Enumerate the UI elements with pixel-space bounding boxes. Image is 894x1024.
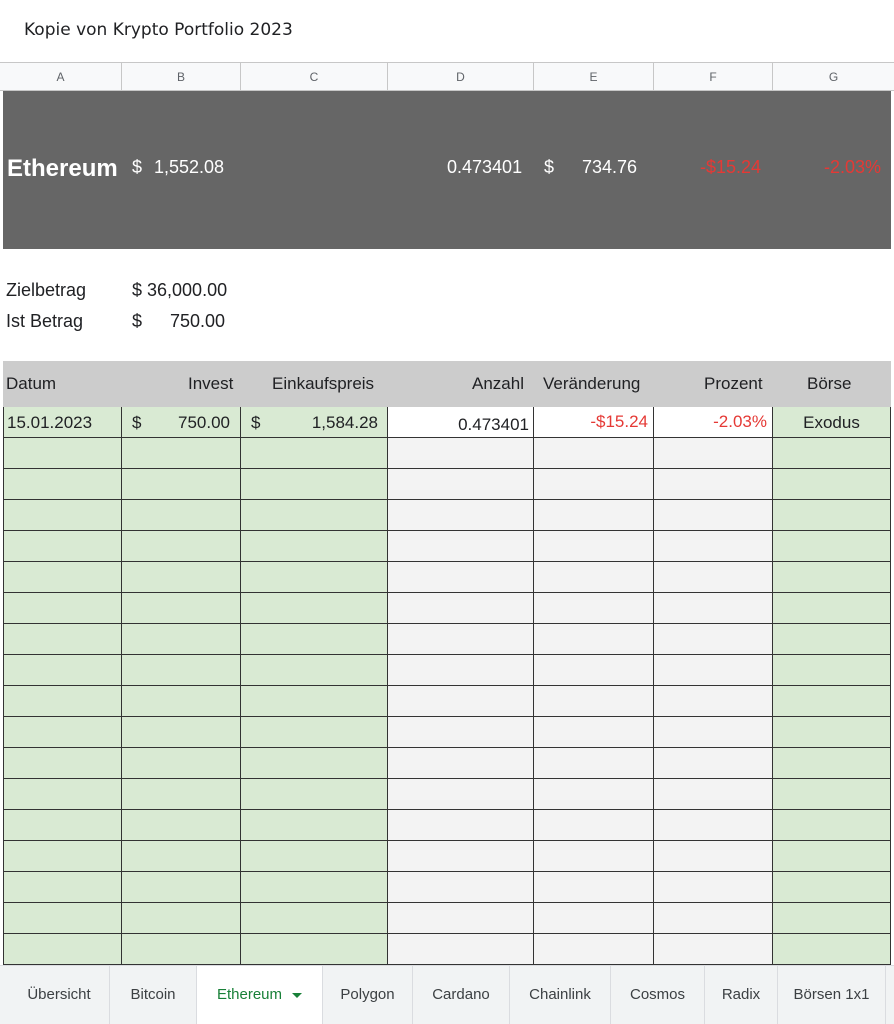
grid-cell[interactable] xyxy=(388,934,534,965)
grid-cell[interactable] xyxy=(388,500,534,531)
grid-cell[interactable] xyxy=(534,655,654,686)
target-label[interactable]: Zielbetrag xyxy=(6,280,87,300)
grid-cell[interactable] xyxy=(654,717,773,748)
table-row xyxy=(3,469,891,500)
grid-cell[interactable] xyxy=(122,562,241,593)
actual-label[interactable]: Ist Betrag xyxy=(6,311,84,331)
total-percent[interactable]: -2.03% xyxy=(824,157,882,177)
table-row xyxy=(3,934,891,965)
grid-cell[interactable] xyxy=(534,500,654,531)
grid-cell[interactable] xyxy=(534,438,654,469)
grid-cell[interactable] xyxy=(122,934,241,965)
grid-cell[interactable] xyxy=(773,500,891,531)
tab-boersen[interactable]: Börsen 1x1 xyxy=(778,966,886,1024)
tab-bitcoin[interactable]: Bitcoin xyxy=(110,966,197,1024)
grid-cell[interactable] xyxy=(773,562,891,593)
grid-cell[interactable] xyxy=(122,810,241,841)
table-row xyxy=(3,872,891,903)
grid-cell[interactable] xyxy=(773,438,891,469)
grid-cell[interactable] xyxy=(3,500,122,531)
grid-cell[interactable] xyxy=(122,500,241,531)
grid-cell[interactable] xyxy=(388,531,534,562)
table-row xyxy=(3,407,891,438)
grid-cell[interactable] xyxy=(241,438,388,469)
grid-cell[interactable] xyxy=(3,903,122,934)
grid-cell[interactable] xyxy=(241,903,388,934)
grid-cell[interactable] xyxy=(388,841,534,872)
grid-cell[interactable] xyxy=(122,779,241,810)
grid-cell[interactable] xyxy=(122,531,241,562)
grid-cell[interactable] xyxy=(241,531,388,562)
price-value: 1,584.28 xyxy=(311,413,378,432)
grid-cell[interactable] xyxy=(773,624,891,655)
column-header-c[interactable]: C xyxy=(241,63,388,91)
table-row xyxy=(3,841,891,872)
grid-cell[interactable] xyxy=(773,779,891,810)
grid-cell[interactable] xyxy=(122,748,241,779)
header-veraenderung[interactable]: Veränderung xyxy=(543,374,641,393)
grid-cell[interactable] xyxy=(534,810,654,841)
current-price[interactable]: 1,552.08 xyxy=(154,157,225,177)
column-header-b[interactable]: B xyxy=(122,63,241,91)
grid-cell[interactable] xyxy=(241,872,388,903)
grid-cell[interactable] xyxy=(773,872,891,903)
grid-cell[interactable] xyxy=(3,717,122,748)
grid-cell[interactable] xyxy=(3,655,122,686)
grid-cell[interactable] xyxy=(388,469,534,500)
document-title[interactable]: Kopie von Krypto Portfolio 2023 xyxy=(24,20,293,40)
grid-cell[interactable] xyxy=(534,562,654,593)
grid-cell[interactable] xyxy=(534,903,654,934)
grid-cell[interactable] xyxy=(388,779,534,810)
grid-cell[interactable] xyxy=(534,872,654,903)
cell-anzahl[interactable]: 0.473401 xyxy=(388,407,534,438)
header-boerse[interactable]: Börse xyxy=(807,374,852,393)
table-header xyxy=(3,361,891,407)
table-row xyxy=(3,717,891,748)
grid-cell[interactable] xyxy=(654,531,773,562)
tab-cosmos[interactable]: Cosmos xyxy=(611,966,705,1024)
grid-cell[interactable] xyxy=(122,593,241,624)
grid-cell[interactable] xyxy=(3,934,122,965)
price-currency: $ xyxy=(132,157,143,177)
grid-cell[interactable] xyxy=(3,872,122,903)
grid-cell[interactable] xyxy=(241,655,388,686)
table-row xyxy=(3,593,891,624)
table-row xyxy=(3,810,891,841)
grid-cell[interactable] xyxy=(773,531,891,562)
total-amount[interactable]: 0.473401 xyxy=(447,157,523,177)
table-row xyxy=(3,655,891,686)
tab-radix[interactable]: Radix xyxy=(705,966,778,1024)
grid-cell[interactable] xyxy=(773,593,891,624)
transaction-grid xyxy=(3,407,891,965)
header-einkaufspreis[interactable]: Einkaufspreis xyxy=(272,374,375,393)
grid-cell[interactable] xyxy=(122,624,241,655)
table-row xyxy=(3,438,891,469)
grid-cell[interactable] xyxy=(241,810,388,841)
grid-cell[interactable] xyxy=(534,779,654,810)
grid-cell[interactable] xyxy=(388,593,534,624)
grid-cell[interactable] xyxy=(241,624,388,655)
grid-cell[interactable] xyxy=(388,438,534,469)
header-invest[interactable]: Invest xyxy=(188,374,234,393)
grid-cell[interactable] xyxy=(534,748,654,779)
grid-cell[interactable] xyxy=(654,438,773,469)
value-currency: $ xyxy=(544,157,555,177)
table-row xyxy=(3,562,891,593)
grid-cell[interactable] xyxy=(654,810,773,841)
grid-cell[interactable] xyxy=(654,903,773,934)
grid-cell[interactable] xyxy=(122,686,241,717)
grid-cell[interactable] xyxy=(122,469,241,500)
grid-cell[interactable] xyxy=(241,841,388,872)
cell-einkaufspreis[interactable] xyxy=(241,407,388,438)
cell-datum[interactable]: 15.01.2023 xyxy=(3,407,122,438)
grid-cell[interactable] xyxy=(654,469,773,500)
grid-cell[interactable] xyxy=(241,593,388,624)
tab-chainlink[interactable]: Chainlink xyxy=(510,966,611,1024)
grid-cell[interactable] xyxy=(388,717,534,748)
cell-boerse[interactable]: Exodus xyxy=(773,407,891,438)
grid-cell[interactable] xyxy=(534,717,654,748)
grid-cell[interactable] xyxy=(654,500,773,531)
title-bar xyxy=(0,0,894,62)
table-row xyxy=(3,748,891,779)
grid-cell[interactable] xyxy=(773,469,891,500)
column-header-g[interactable]: G xyxy=(828,70,839,84)
table-row xyxy=(3,624,891,655)
table-row xyxy=(3,531,891,562)
grid-cell[interactable] xyxy=(388,655,534,686)
grid-cell[interactable] xyxy=(654,655,773,686)
header-datum[interactable]: Datum xyxy=(6,374,57,393)
grid-cell[interactable] xyxy=(534,841,654,872)
column-headers xyxy=(0,62,894,91)
grid-cell[interactable] xyxy=(388,810,534,841)
current-value[interactable]: 734.76 xyxy=(582,157,638,177)
cell-prozent[interactable]: -2.03% xyxy=(654,407,773,438)
grid-cell[interactable] xyxy=(773,748,891,779)
price-currency-cell: $ xyxy=(251,413,261,432)
grid-cell[interactable] xyxy=(3,686,122,717)
table-row xyxy=(3,779,891,810)
grid-cell[interactable] xyxy=(388,624,534,655)
sheet-tabs xyxy=(0,965,894,1024)
grid-cell[interactable] xyxy=(241,934,388,965)
target-value[interactable]: $ 36,000.00 xyxy=(132,280,228,300)
header-anzahl[interactable]: Anzahl xyxy=(472,374,524,393)
grid-cell[interactable] xyxy=(3,624,122,655)
invest-currency: $ xyxy=(132,413,142,432)
invest-value: 750.00 xyxy=(178,413,230,432)
grid-cell[interactable] xyxy=(534,593,654,624)
grid-cell[interactable] xyxy=(534,469,654,500)
grid-cell[interactable] xyxy=(241,686,388,717)
grid-cell[interactable] xyxy=(388,748,534,779)
table-row xyxy=(3,903,891,934)
grid-cell[interactable] xyxy=(122,841,241,872)
grid-cell[interactable] xyxy=(654,934,773,965)
grid-cell[interactable] xyxy=(388,562,534,593)
header-prozent[interactable]: Prozent xyxy=(704,374,763,393)
coin-name[interactable]: Ethereum xyxy=(7,155,118,182)
grid-cell[interactable] xyxy=(3,748,122,779)
grid-cell[interactable] xyxy=(654,748,773,779)
grid-cell[interactable] xyxy=(241,562,388,593)
grid-cell[interactable] xyxy=(773,717,891,748)
column-header-f[interactable]: F xyxy=(654,63,773,91)
grid-cell[interactable] xyxy=(388,872,534,903)
grid-cell[interactable] xyxy=(654,841,773,872)
column-header-d[interactable]: D xyxy=(388,63,534,91)
grid-cell[interactable] xyxy=(388,686,534,717)
grid-cell[interactable] xyxy=(654,562,773,593)
grid-cell[interactable] xyxy=(122,717,241,748)
grid-cell[interactable] xyxy=(122,655,241,686)
tab-ethereum-label: Ethereum xyxy=(216,986,283,1003)
grid-cell[interactable] xyxy=(241,469,388,500)
summary-section xyxy=(0,270,894,350)
grid-cell[interactable] xyxy=(122,872,241,903)
grid-cell[interactable] xyxy=(773,686,891,717)
tab-uebersicht[interactable]: Übersicht xyxy=(9,966,110,1024)
grid-cell[interactable] xyxy=(773,841,891,872)
grid-cell[interactable] xyxy=(654,686,773,717)
grid-cell[interactable] xyxy=(241,779,388,810)
grid-cell[interactable] xyxy=(3,841,122,872)
grid-cell[interactable] xyxy=(3,469,122,500)
grid-cell[interactable] xyxy=(3,531,122,562)
column-header-e[interactable]: E xyxy=(534,63,654,91)
column-header-a[interactable]: A xyxy=(0,63,122,91)
grid-cell[interactable] xyxy=(122,903,241,934)
grid-cell[interactable] xyxy=(388,903,534,934)
grid-cell[interactable] xyxy=(534,531,654,562)
total-change[interactable]: -$15.24 xyxy=(700,157,762,177)
grid-cell[interactable] xyxy=(3,562,122,593)
cell-invest[interactable] xyxy=(122,407,241,438)
grid-cell[interactable] xyxy=(3,593,122,624)
grid-cell[interactable] xyxy=(534,686,654,717)
grid-cell[interactable] xyxy=(773,934,891,965)
actual-value[interactable]: 750.00 xyxy=(170,311,226,331)
coin-banner xyxy=(3,91,891,249)
tab-cardano[interactable]: Cardano xyxy=(413,966,510,1024)
grid-cell[interactable] xyxy=(3,779,122,810)
grid-cell[interactable] xyxy=(654,593,773,624)
grid-cell[interactable] xyxy=(773,655,891,686)
table-row xyxy=(3,686,891,717)
chevron-down-icon[interactable] xyxy=(292,993,302,998)
grid-cell[interactable] xyxy=(241,500,388,531)
table-row xyxy=(3,500,891,531)
grid-cell[interactable] xyxy=(773,810,891,841)
grid-cell[interactable] xyxy=(654,779,773,810)
grid-cell[interactable] xyxy=(3,438,122,469)
grid-cell[interactable] xyxy=(534,934,654,965)
grid-cell[interactable] xyxy=(534,624,654,655)
grid-cell[interactable] xyxy=(241,748,388,779)
tab-polygon[interactable]: Polygon xyxy=(323,966,413,1024)
actual-currency: $ xyxy=(132,311,143,331)
grid-cell[interactable] xyxy=(3,810,122,841)
grid-cell[interactable] xyxy=(773,903,891,934)
grid-cell[interactable] xyxy=(654,624,773,655)
grid-cell[interactable] xyxy=(122,438,241,469)
grid-cell[interactable] xyxy=(654,872,773,903)
cell-veraenderung[interactable]: -$15.24 xyxy=(534,407,654,438)
tab-ethereum[interactable] xyxy=(197,966,323,1024)
grid-cell[interactable] xyxy=(241,717,388,748)
